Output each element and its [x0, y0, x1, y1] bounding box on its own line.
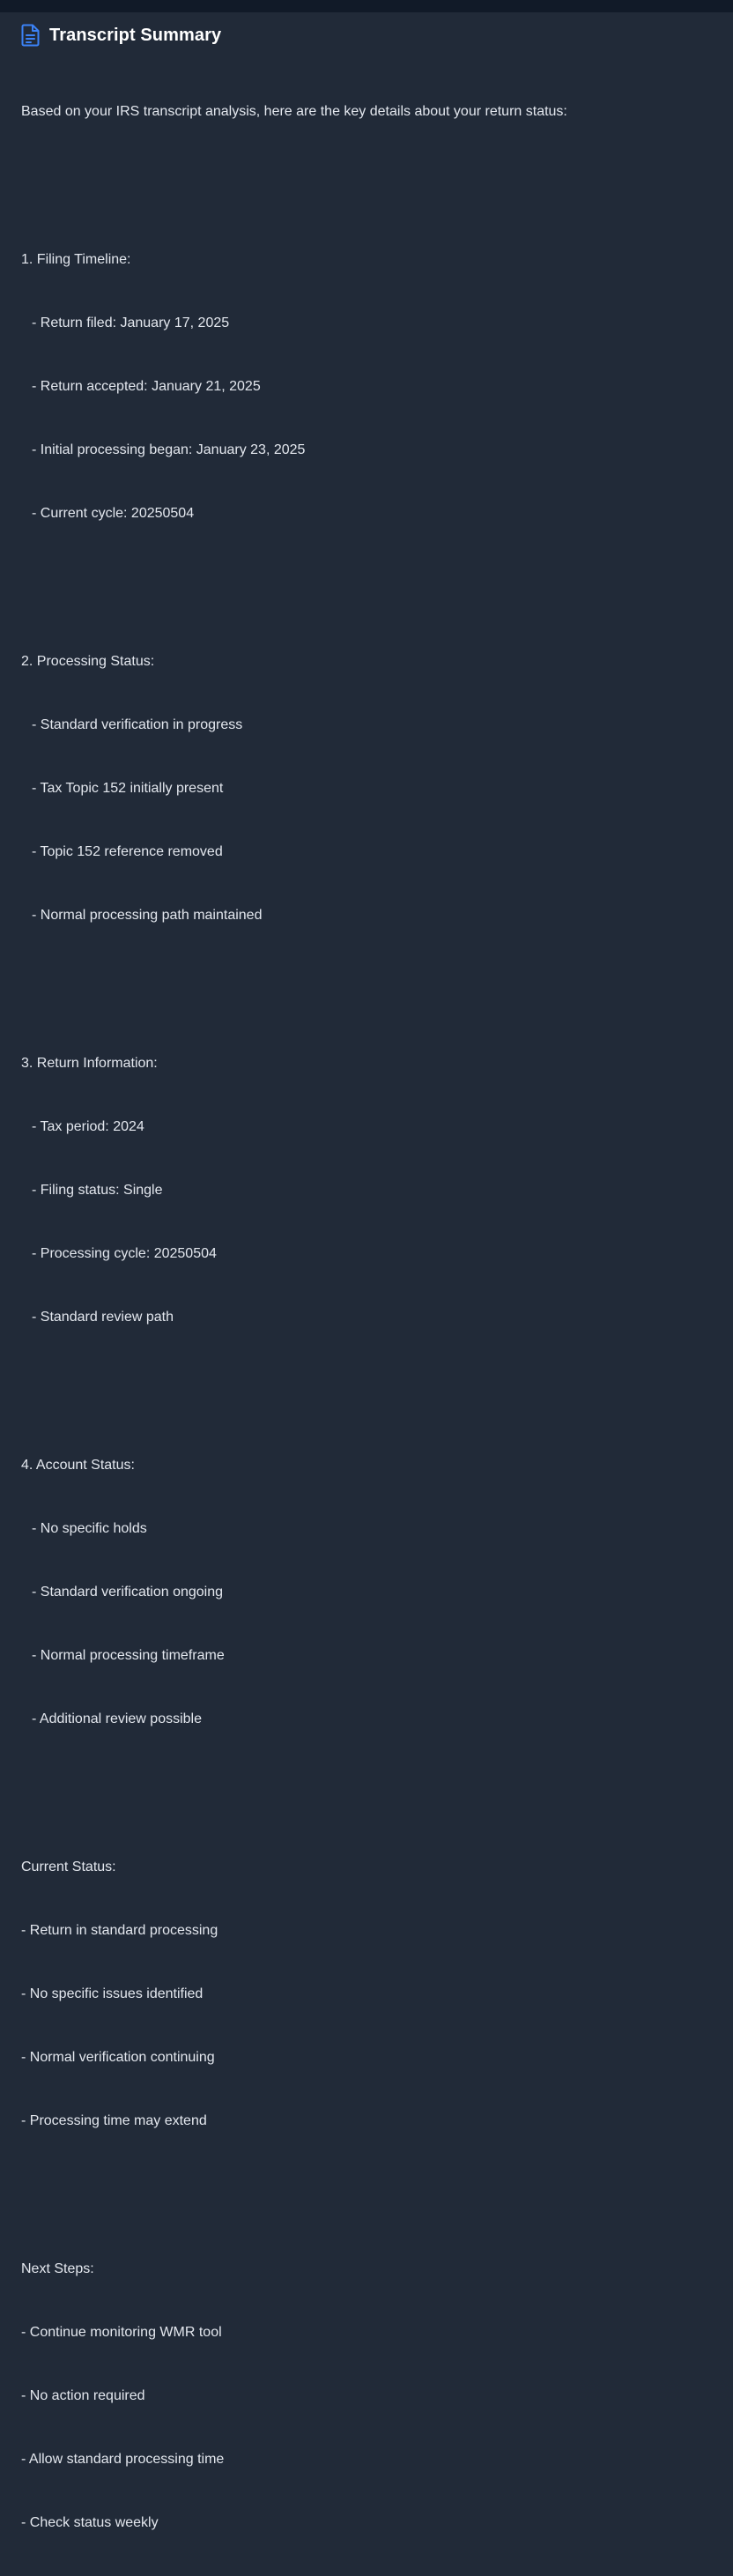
list-item: - Allow standard processing time	[21, 2452, 225, 2467]
summary-body	[21, 59, 717, 2576]
section-heading: 2. Processing Status:	[21, 654, 155, 669]
top-bar	[0, 0, 733, 12]
list-item: - Standard verification ongoing	[32, 1585, 224, 1600]
list-item: - No specific issues identified	[21, 1986, 204, 2001]
document-icon	[21, 24, 41, 47]
section-heading: 1. Filing Timeline:	[21, 252, 131, 267]
next-steps-heading: Next Steps:	[21, 2261, 94, 2276]
list-item: - Topic 152 reference removed	[32, 844, 223, 859]
list-item: - Tax Topic 152 initially present	[32, 781, 224, 796]
section-heading: 3. Return Information:	[21, 1056, 158, 1071]
list-item: - No specific holds	[32, 1521, 147, 1536]
list-item: - Check status weekly	[21, 2515, 159, 2530]
list-item: - Filing status: Single	[32, 1183, 163, 1198]
list-item: - No action required	[21, 2388, 145, 2403]
list-item: - Normal verification continuing	[21, 2050, 215, 2065]
list-item: - Standard review path	[32, 1310, 174, 1325]
list-item: - Return filed: January 17, 2025	[32, 316, 230, 330]
summary-title: Transcript Summary	[49, 25, 222, 45]
list-item: - Return accepted: January 21, 2025	[32, 379, 261, 394]
list-item: - Additional review possible	[32, 1711, 202, 1726]
list-item: - Tax period: 2024	[32, 1119, 144, 1134]
summary-intro: Based on your IRS transcript analysis, here are the key details about your return status:	[21, 104, 567, 119]
list-item: - Normal processing timeframe	[32, 1648, 225, 1663]
list-item: - Processing cycle: 20250504	[32, 1246, 217, 1261]
list-item: - Normal processing path maintained	[32, 908, 263, 923]
transcript-summary-card	[0, 12, 733, 2530]
list-item: - Initial processing began: January 23, 2025	[32, 442, 306, 457]
list-item: - Processing time may extend	[21, 2113, 207, 2128]
section-heading: 4. Account Status:	[21, 1458, 135, 1473]
summary-header	[21, 23, 221, 48]
list-item: - Standard verification in progress	[32, 717, 243, 732]
list-item: - Current cycle: 20250504	[32, 506, 195, 521]
list-item: - Return in standard processing	[21, 1923, 218, 1938]
current-status-heading: Current Status:	[21, 1860, 116, 1874]
list-item: - Continue monitoring WMR tool	[21, 2325, 222, 2340]
